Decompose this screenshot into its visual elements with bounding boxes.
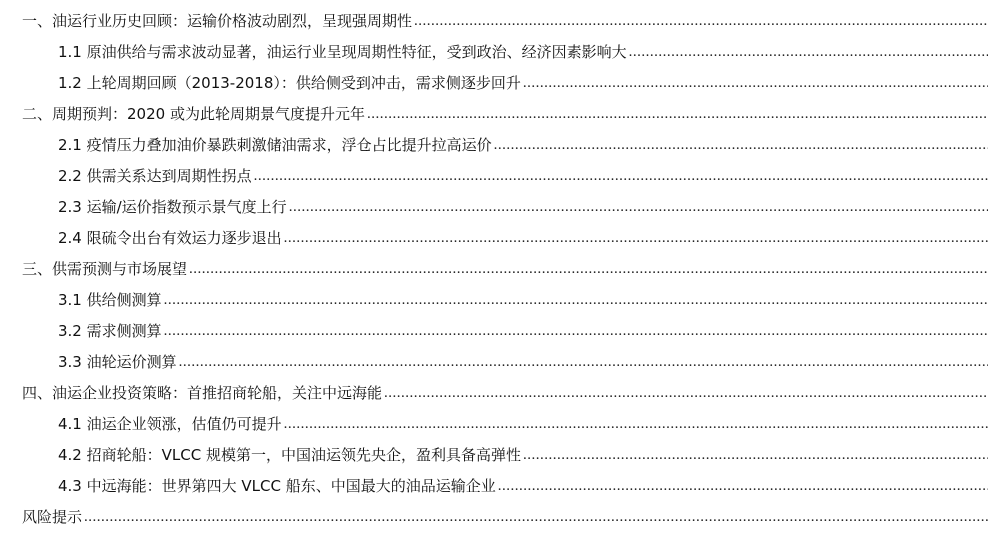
toc-entry-title: 2.4 限硫令出台有效运力逐步退出 — [58, 229, 282, 247]
dot-leader — [254, 161, 988, 192]
dot-leader — [84, 502, 988, 533]
dot-leader — [523, 440, 988, 471]
toc-entry[interactable] — [0, 502, 988, 533]
toc-entry[interactable] — [0, 192, 988, 223]
dot-leader — [164, 285, 988, 316]
dot-leader — [367, 99, 988, 130]
toc-entry-title: 3.1 供给侧测算 — [58, 291, 162, 309]
dot-leader — [284, 409, 988, 440]
dot-leader — [189, 254, 988, 285]
toc-entry[interactable] — [0, 37, 988, 68]
toc-entry[interactable] — [0, 285, 988, 316]
toc-entry-title: 一、油运行业历史回顾：运输价格波动剧烈，呈现强周期性 — [22, 12, 413, 30]
toc-entry-title: 1.1 原油供给与需求波动显著，油运行业呈现周期性特征，受到政治、经济因素影响大 — [58, 43, 627, 61]
toc-entry[interactable] — [0, 440, 988, 471]
toc-entry-title: 风险提示 — [22, 508, 83, 526]
toc-entry-title: 1.2 上轮周期回顾（2013-2018）：供给侧受到冲击，需求侧逐步回升 — [58, 74, 521, 92]
dot-leader — [289, 192, 988, 223]
toc-entry-title: 3.3 油轮运价测算 — [58, 353, 177, 371]
dot-leader — [494, 130, 988, 161]
toc-entry[interactable] — [0, 409, 988, 440]
toc-entry[interactable] — [0, 471, 988, 502]
toc-entry-title: 4.1 油运企业领涨，估值仍可提升 — [58, 415, 282, 433]
toc-entry[interactable] — [0, 316, 988, 347]
toc-entry-title: 2.3 运输/运价指数预示景气度上行 — [58, 198, 287, 216]
toc-entry-title: 四、油运企业投资策略：首推招商轮船，关注中远海能 — [22, 384, 383, 402]
toc-entry[interactable] — [0, 347, 988, 378]
toc-entry[interactable] — [0, 223, 988, 254]
toc-entry[interactable] — [0, 130, 988, 161]
dot-leader — [384, 378, 988, 409]
toc-entry-title: 3.2 需求侧测算 — [58, 322, 162, 340]
dot-leader — [284, 223, 988, 254]
toc-entry-title: 二、周期预判：2020 或为此轮周期景气度提升元年 — [22, 105, 365, 123]
toc-entry[interactable] — [0, 6, 988, 37]
toc-entry-title: 2.1 疫情压力叠加油价暴跌刺激储油需求，浮仓占比提升拉高运价 — [58, 136, 492, 154]
toc-entry[interactable] — [0, 254, 988, 285]
toc-entry[interactable] — [0, 161, 988, 192]
toc-entry-title: 2.2 供需关系达到周期性拐点 — [58, 167, 252, 185]
dot-leader — [498, 471, 988, 502]
toc-entry[interactable] — [0, 378, 988, 409]
dot-leader — [164, 316, 988, 347]
toc-entry[interactable] — [0, 99, 988, 130]
table-of-contents — [0, 6, 988, 533]
toc-entry[interactable] — [0, 68, 988, 99]
dot-leader — [629, 37, 988, 68]
toc-entry-title: 三、供需预测与市场展望 — [22, 260, 188, 278]
dot-leader — [414, 6, 988, 37]
toc-entry-title: 4.3 中远海能：世界第四大 VLCC 船东、中国最大的油品运输企业 — [58, 477, 496, 495]
dot-leader — [523, 68, 988, 99]
toc-entry-title: 4.2 招商轮船：VLCC 规模第一，中国油运领先央企，盈利具备高弹性 — [58, 446, 521, 464]
dot-leader — [179, 347, 988, 378]
